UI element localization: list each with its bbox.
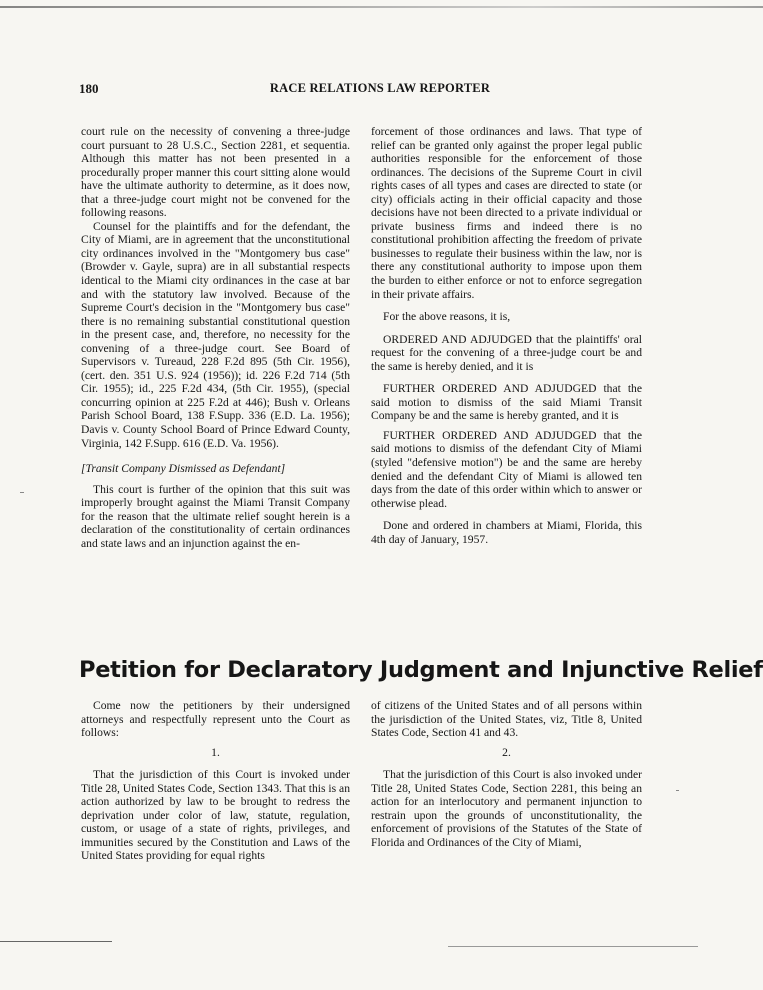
running-header: RACE RELATIONS LAW REPORTER [269,81,491,95]
opinion-right-column [371,125,642,546]
opinion-paragraph: For the above reasons, it is, [383,310,511,324]
scan-speck [676,790,679,791]
petition-paragraph: of citizens of the United States and of all persons within the jurisdiction of the United States, viz, Title 8, United States Code, Section 41 and 43. [371,699,642,740]
section-subheading: [Transit Company Dismissed as Defendant] [81,462,286,476]
page-number: 180 [79,81,99,96]
petition-paragraph: That the jurisdiction of this Court is also invoked under Title 28, United States Code, Section 2281, this being an action for an interlocutory and permanent injunction to restrain upon the grounds of unconstitutionality, the enforcement of provisions of the Statutes of the State of Florida and Ordinances of the City of Miami, [371,768,642,849]
opinion-paragraph: court rule on the necessity of convening a three-judge court pursuant to 28 U.S.C., Section 2281, et sequentia. Although this matter has not been presented in a procedurally proper manner this court sitting alone would have the ultimate authority to determine, as it does now, that a three-judge court might not be convened for the following reasons. [81,125,350,220]
order-paragraph: FURTHER ORDERED AND ADJUDGED that the said motions to dismiss of the defendant City of Miami (styled "defensive motion") be and the same are hereby denied and the defendant City of Miami is allowed ten days from the date of this order within which to answer or otherwise plead. [371,428,642,510]
section-number: 1. [211,745,220,759]
petition-paragraph: Come now the petitioners by their undersigned attorneys and respectfully represent unto the Court as follows: [81,699,350,740]
petition-right-column [371,699,642,849]
scan-edge-line [0,941,112,942]
petition-title: Petition for Declaratory Judgment and Injunctive Relief [79,657,763,683]
opinion-left-column [81,125,350,550]
order-paragraph: FURTHER ORDERED AND ADJUDGED that the said motion to dismiss of the said Miami Transit Company be and the same is hereby granted, and it is [371,382,642,423]
scan-edge-line [448,946,698,947]
scan-speck [20,492,24,493]
scan-edge-line [0,6,763,8]
order-paragraph: ORDERED AND ADJUDGED that the plaintiffs' oral request for the convening of a three-judge court be and the same is hereby denied, and it is [371,332,642,373]
petition-left-column [81,699,350,863]
opinion-paragraph: Counsel for the plaintiffs and for the defendant, the City of Miami, are in agreement that the unconstitutional city ordinances involved in the "Montgomery bus case" (Browder v. Gayle, supra) are in all substantial respects identical to the Miami city ordinances in the case at bar and with the statutory law involved. Because of the Supreme Court's decision in the "Montgomery bus case" there is no remaining substantial constitutional question in the present case, and, therefore, no necessity for the convening of a three-judge court. See Board of Supervisors v. Tureaud, 228 F.2d 895 (5th Cir. 1956), (cert. den. 351 U.S. 924 (1956)); id. 226 F.2d 714 (5th Cir. 1955); id., 225 F.2d 434, (5th Cir. 1955), (special concurring opinion at 225 F.2d at 446); Bush v. Orleans Parish School Board, 138 F.Supp. 336 (E.D. La. 1956); Davis v. County School Board of Prince Edward County, Virginia, 142 F.Supp. 616 (E.D. Va. 1956). [81,219,350,450]
opinion-paragraph: forcement of those ordinances and laws. That type of relief can be granted only against the proper legal public authorities responsible for the enforcement of those ordinances. The decisions of the Supreme Court in civil rights cases of all types and cases are directed to state (or city) officials acting in their official capacity and those decisions have not been directed to a private individual or private business firms and indeed there is no constitutional prohibition affecting the freedom of private businesses to regulate their business within the law, nor is there any constitutional authority to impose upon them the burden to either enforce or not to enforce segregation in their private affairs. [371,125,642,301]
section-number: 2. [502,745,511,759]
signature-paragraph: Done and ordered in chambers at Miami, Florida, this 4th day of January, 1957. [371,519,642,546]
petition-paragraph: That the jurisdiction of this Court is invoked under Title 28, United States Code, Section 1343. That this is an action authorized by law to be brought to redress the deprivation under color of law, statute, regulation, custom, or usage of a state of rights, privileges, and immunities secured by the Constitution and Laws of the United States providing for equal rights [81,768,350,863]
opinion-paragraph: This court is further of the opinion that this suit was improperly brought against the Miami Transit Company for the reason that the ultimate relief sought herein is a declaration of the constitutionality of certain ordinances and state laws and an injunction against the en- [81,482,350,550]
